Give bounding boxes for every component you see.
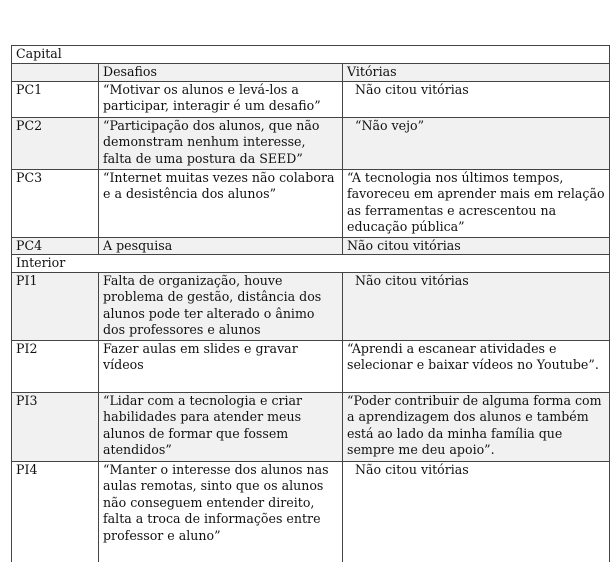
table-row-pc4 <box>12 237 610 255</box>
vitoria-cell: Não citou vitórias <box>343 81 610 117</box>
table-row-pc1 <box>12 81 610 117</box>
header-vitorias: Vitórias <box>343 63 610 81</box>
section-row-interior <box>12 255 610 273</box>
header-row <box>12 63 610 81</box>
vitoria-cell: “Não vejo” <box>343 117 610 169</box>
row-id: PI3 <box>12 392 99 461</box>
vitoria-cell: Não citou vitórias <box>343 272 610 340</box>
row-id: PC3 <box>12 169 99 237</box>
row-id: PI1 <box>12 272 99 340</box>
header-blank-cell <box>12 63 99 81</box>
table-row-pi2 <box>12 340 610 392</box>
vitoria-cell: “A tecnologia nos últimos tempos, favoreceu em aprender mais em relação as ferramentas e acrescentou na educação pública” <box>343 169 610 237</box>
section-label-capital: Capital <box>12 46 610 64</box>
table-row-pi1 <box>12 272 610 340</box>
header-desafios: Desafios <box>99 63 343 81</box>
table-row-pc2 <box>12 117 610 169</box>
row-id: PC1 <box>12 81 99 117</box>
desafio-cell: “Participação dos alunos, que não demonstram nenhum interesse, falta de uma postura da SEED” <box>99 117 343 169</box>
desafio-cell: “Motivar os alunos e levá-los a participar, interagir é um desafio” <box>99 81 343 117</box>
challenges-victories-table <box>11 45 610 562</box>
section-label-interior: Interior <box>12 255 610 273</box>
row-id: PI2 <box>12 340 99 392</box>
desafio-cell: “Lidar com a tecnologia e criar habilidades para atender meus alunos de formar que fossem atendidos” <box>99 392 343 461</box>
vitoria-cell: “Aprendi a escanear atividades e selecionar e baixar vídeos no Youtube”. <box>343 340 610 392</box>
table-row-pi4 <box>12 461 610 562</box>
desafio-cell: Fazer aulas em slides e gravar vídeos <box>99 340 343 392</box>
desafio-cell: A pesquisa <box>99 237 343 255</box>
row-id: PI4 <box>12 461 99 562</box>
row-id: PC4 <box>12 237 99 255</box>
desafio-cell: “Internet muitas vezes não colabora e a desistência dos alunos” <box>99 169 343 237</box>
section-row-capital <box>12 46 610 64</box>
vitoria-cell: “Poder contribuir de alguma forma com a aprendizagem dos alunos e também está ao lado da minha família que sempre me deu apoio”. <box>343 392 610 461</box>
table-row-pc3 <box>12 169 610 237</box>
vitoria-cell: Não citou vitórias <box>343 461 610 562</box>
row-id: PC2 <box>12 117 99 169</box>
vitoria-cell: Não citou vitórias <box>343 237 610 255</box>
table-row-pi3 <box>12 392 610 461</box>
desafio-cell: “Manter o interesse dos alunos nas aulas remotas, sinto que os alunos não conseguem entender direito, falta a troca de informações entre professor e aluno” <box>99 461 343 562</box>
desafio-cell: Falta de organização, houve problema de gestão, distância dos alunos pode ter alterado o ânimo dos professores e alunos <box>99 272 343 340</box>
